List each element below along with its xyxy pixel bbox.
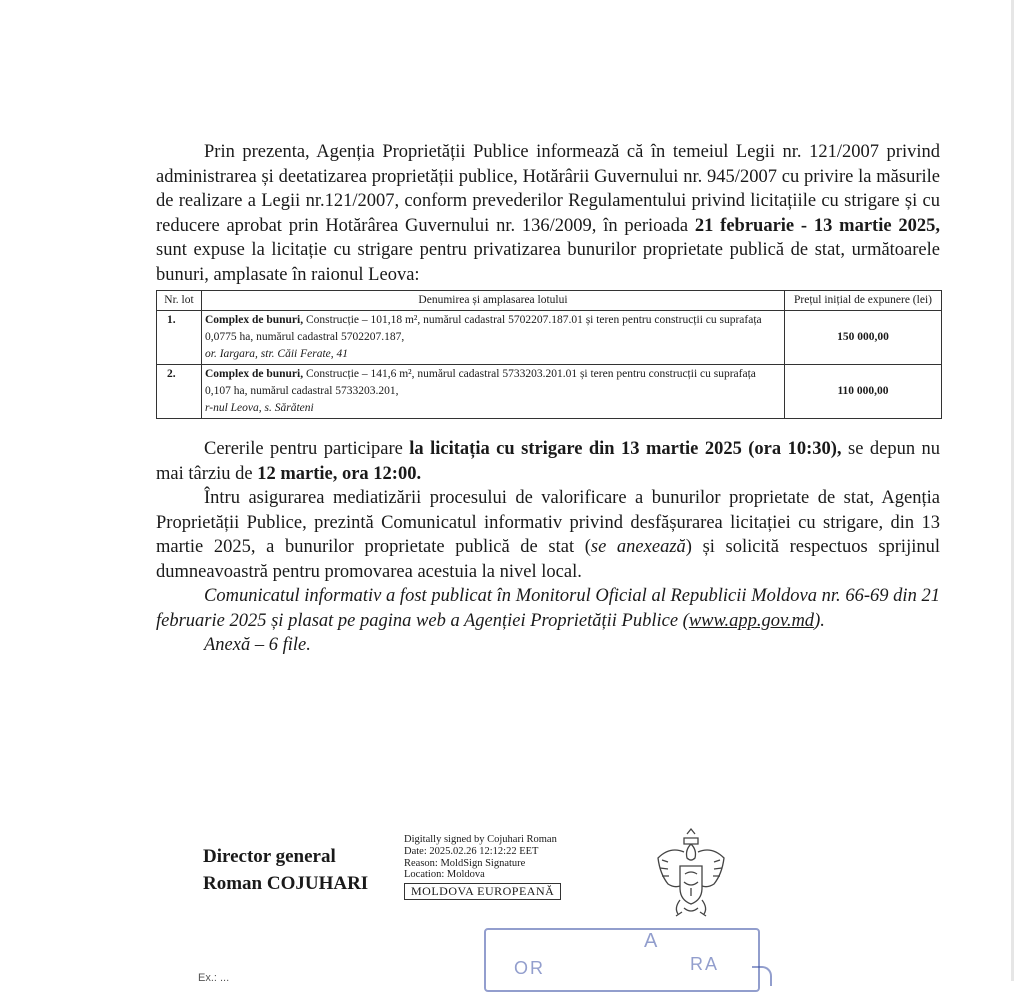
lot-number: 2. bbox=[157, 365, 202, 419]
coat-of-arms-icon bbox=[654, 826, 728, 926]
letter-body bbox=[156, 140, 940, 658]
lot-description: Complex de bunuri, Construcție – 141,6 m², numărul cadastral 5733203.201.01 și teren pentru construcții cu suprafața 0,107 ha, numărul cadastral 5733203.201, r-nul Leova, s. Sărăteni bbox=[202, 365, 785, 419]
official-stamp: A OR RA bbox=[484, 928, 760, 992]
publication-paragraph: Comunicatul informativ a fost publicat în Monitorul Oficial al Republicii Moldova nr. 66-69 din 21 februarie 2025 și plasat pe pagina web a Agenției Proprietății Publice (www.app.gov.md). bbox=[156, 586, 940, 631]
table-row bbox=[157, 365, 942, 419]
intro-paragraph: Prin prezenta, Agenția Proprietății Publice informează că în temeiul Legii nr. 121/2007 privind administrarea și deetatizarea proprietății publice, Hotărârii Guvernului nr. 945/2007 cu privire la măsurile de realizare a Legii nr.121/2007, conform prevederilor Regulamentului privind licitațiile cu strigare și cu reducere aprobat prin Hotărârea Guvernului nr. 136/2009, în perioada 21 februarie - 13 martie 2025, sunt expuse la licitație cu strigare pentru privatizarea bunurilor proprietate publică de stat, următoarele bunuri, amplasate în raionul Leova: bbox=[156, 142, 940, 285]
signatory-name: Roman COJUHARI bbox=[203, 873, 369, 894]
stamp-edge bbox=[752, 966, 772, 986]
media-paragraph: Întru asigurarea mediatizării procesului de valorificare a bunurilor proprietate de stat, Agenția Proprietății Publice, prezintă Comunicatul informativ privind desfășurarea licitației cu strigare, din 13 martie 2025, a bunurilor proprietate publică de stat (se anexează) și solicită respectuos sprijinul dumneavoastră pentru promovarea acestuia la nivel local. bbox=[156, 488, 940, 582]
website-link[interactable]: www.app.gov.md bbox=[688, 610, 815, 631]
lot-price: 150 000,00 bbox=[785, 311, 942, 365]
table-row bbox=[157, 311, 942, 365]
table-header-row bbox=[157, 291, 942, 311]
auction-period: 21 februarie - 13 martie 2025, bbox=[694, 215, 940, 236]
digital-signature: Digitally signed by Cojuhari Roman Date: 2025.02.26 12:12:22 EET Reason: MoldSign Signature Location: Moldova MOLDOVA EUROPEANĂ bbox=[404, 834, 561, 900]
signatory-block bbox=[203, 843, 368, 897]
header-price: Prețul inițial de expunere (lei) bbox=[785, 291, 942, 311]
lot-address: or. Iargara, str. Căii Ferate, 41 bbox=[205, 348, 349, 360]
annex-note: Anexă – 6 file. bbox=[204, 635, 311, 655]
header-lot-name: Denumirea și amplasarea lotului bbox=[202, 291, 785, 311]
page-edge bbox=[1011, 0, 1014, 981]
requests-paragraph: Cererile pentru participare la licitația cu strigare din 13 martie 2025 (ora 10:30), se depun nu mai târziu de 12 martie, ora 12:00. bbox=[156, 439, 941, 484]
lot-description: Complex de bunuri, Construcție – 101,18 m², numărul cadastral 5702207.187.01 și teren pentru construcții cu suprafața 0,0775 ha, numărul cadastral 5702207.187, or. Iargara, str. Căii Ferate, 41 bbox=[202, 311, 785, 365]
lot-number: 1. bbox=[157, 311, 202, 365]
header-lot-number: Nr. lot bbox=[157, 291, 202, 311]
footer-note: Ex.: ... bbox=[198, 972, 230, 984]
moldova-europeana-badge: MOLDOVA EUROPEANĂ bbox=[404, 883, 561, 900]
lot-address: r-nul Leova, s. Sărăteni bbox=[205, 402, 314, 414]
lots-table bbox=[156, 290, 942, 419]
signatory-title: Director general bbox=[203, 846, 336, 867]
lot-price: 110 000,00 bbox=[785, 365, 942, 419]
